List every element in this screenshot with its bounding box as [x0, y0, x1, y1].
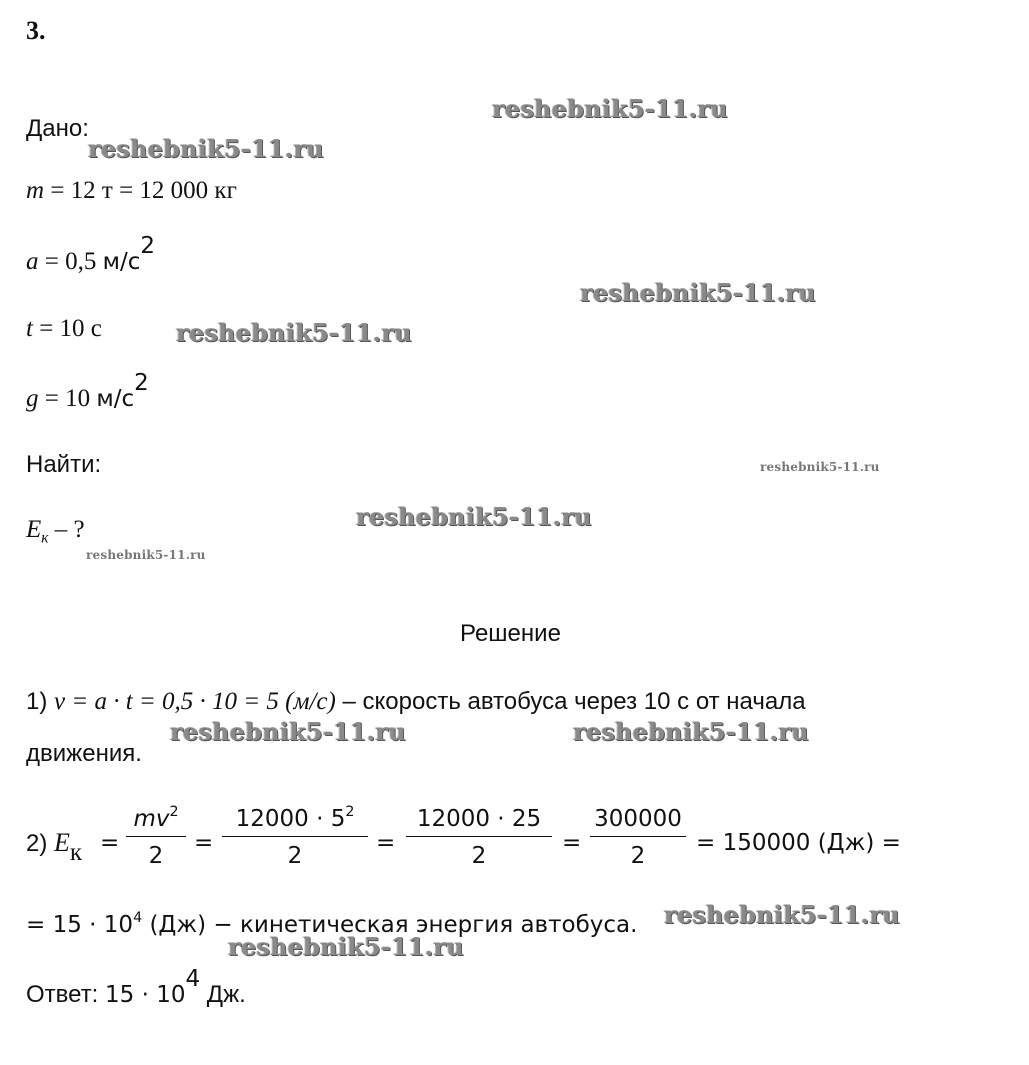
fraction-1: $mv^2$ 2 — [126, 804, 186, 871]
given-t: t = 10 с — [26, 315, 102, 342]
watermark: reshebnik5-11.ru — [176, 318, 412, 347]
given-a: a = 0,5 $м/с^2$ — [26, 233, 155, 276]
solution-heading: Решение — [460, 620, 561, 647]
given-g: g = 10 $м/с^2$ — [26, 370, 149, 413]
find-target: $E_к$ – ? — [26, 516, 85, 547]
find-label: Найти: — [26, 451, 102, 478]
watermark: reshebnik5-11.ru — [492, 94, 728, 123]
watermark: reshebnik5-11.ru — [664, 900, 900, 929]
step1-line: 1) v = a · t = 0,5 · 10 = 5 (м/с) – скорость автобуса через 10 с от начала — [26, 688, 806, 715]
eq-sign-3: = — [376, 830, 396, 856]
watermark: reshebnik5-11.ru — [356, 502, 592, 531]
fraction-4: 300000 2 — [590, 804, 686, 871]
given-label: Дано: — [26, 115, 89, 142]
step2-prefix: 2) $E_к$ — [26, 828, 83, 866]
watermark: reshebnik5-11.ru — [760, 460, 880, 474]
step2-result: = 150000 (Дж) = — [696, 830, 901, 856]
eq-sign-1: = — [100, 830, 120, 856]
eq-sign-2: = — [194, 830, 214, 856]
watermark: reshebnik5-11.ru — [170, 717, 406, 746]
watermark: reshebnik5-11.ru — [86, 548, 206, 562]
watermark: reshebnik5-11.ru — [228, 932, 464, 961]
fraction-2: $12000 \cdot 5^2$ 2 — [222, 804, 368, 871]
watermark: reshebnik5-11.ru — [88, 134, 324, 163]
given-m: m = 12 т = 12 000 кг — [26, 177, 237, 204]
problem-number: 3. — [26, 16, 46, 45]
watermark: reshebnik5-11.ru — [580, 278, 816, 307]
watermark: reshebnik5-11.ru — [573, 717, 809, 746]
answer-line: Ответ: $15 \cdot 10^4$ Дж. — [26, 966, 246, 1009]
fraction-3: 12000 · 25 2 — [406, 804, 552, 871]
step2-line2: = $15 \cdot 10^4$ (Дж) − кинетическая энергия автобуса. — [26, 910, 638, 938]
step1-line2: движения. — [26, 740, 142, 767]
eq-sign-4: = — [562, 830, 582, 856]
